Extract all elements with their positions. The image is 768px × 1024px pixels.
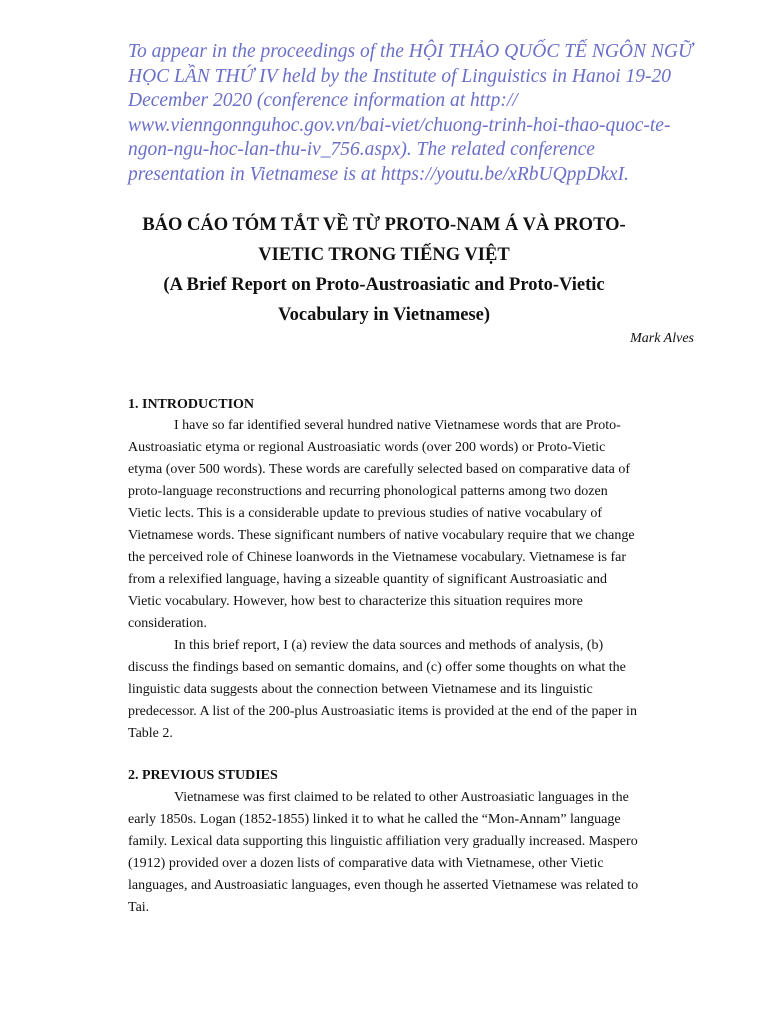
publication-note-line: December 2020 (conference information at http:// — [128, 90, 518, 111]
publication-note-line: www.vienngonnguhoc.gov.vn/bai-viet/chuong-trinh-hoi-thao-quoc-te- — [128, 114, 671, 136]
paragraph-line: the perceived role of Chinese loanwords in the Vietnamese vocabulary. Vietnamese is far — [128, 550, 626, 565]
paragraph-line: etyma (over 500 words). These words are carefully selected based on comparative data of — [128, 462, 630, 477]
paragraph-line: Vietnamese was first claimed to be related to other Austroasiatic languages in the — [174, 790, 629, 805]
paragraph-line: predecessor. A list of the 200-plus Austroasiatic items is provided at the end of the paper in — [128, 704, 637, 719]
paragraph-line: (1912) provided over a dozen lists of comparative data with Vietnamese, other Vietic — [128, 856, 604, 871]
paragraph-line: In this brief report, I (a) review the data sources and methods of analysis, (b) — [174, 638, 604, 653]
section-heading-previous-studies: 2. PREVIOUS STUDIES — [128, 768, 278, 783]
title-line: Vocabulary in Vietnamese) — [277, 305, 491, 325]
author-name: Mark Alves — [630, 331, 694, 346]
publication-note-line: HỌC LẦN THỨ IV held by the Institute of Linguistics in Hanoi 19-20 — [128, 65, 672, 87]
title-line: VIETIC TRONG TIẾNG VIỆT — [258, 245, 510, 265]
paragraph-line: family. Lexical data supporting this linguistic affiliation very gradually increased. Maspero — [128, 834, 638, 849]
publication-note-line: ngon-ngu-hoc-lan-thu-iv_756.aspx). The related conference — [128, 139, 595, 160]
introduction-body — [128, 415, 708, 745]
previous-studies-body — [128, 787, 708, 919]
paragraph-line: linguistic data suggests about the connection between Vietnamese and its linguistic — [128, 682, 593, 697]
paragraph-line: early 1850s. Logan (1852-1855) linked it to what he called the “Mon-Annam” language — [128, 812, 621, 827]
paragraph-line: consideration. — [128, 616, 207, 631]
publication-note-line: presentation in Vietnamese is at https://youtu.be/xRbUQppDkxI. — [128, 163, 629, 185]
paragraph-line: proto-language reconstructions and recurring phonological patterns among two dozen — [128, 484, 608, 499]
paragraph-line: Tai. — [128, 900, 150, 915]
paragraph-line: Vietic lects. This is a considerable update to previous studies of native vocabulary of — [128, 506, 602, 521]
paragraph-line: I have so far identified several hundred native Vietnamese words that are Proto- — [174, 418, 621, 433]
paragraph-line: Vietnamese words. These significant numbers of native vocabulary require that we change — [128, 528, 635, 543]
section-heading-introduction: 1. INTRODUCTION — [128, 397, 255, 412]
publication-note — [128, 40, 738, 187]
paragraph-line: Austroasiatic etyma or regional Austroasiatic words (over 200 words) or Proto-Vietic — [128, 440, 606, 455]
paragraph-line: languages, and Austroasiatic languages, even though he asserted Vietnamese was related to — [128, 878, 639, 893]
paper-title — [100, 210, 668, 330]
publication-note-line: To appear in the proceedings of the HỘI THẢO QUỐC TẾ NGÔN NGỮ — [128, 41, 693, 62]
paragraph-line: Vietic vocabulary. However, how best to characterize this situation requires more — [128, 594, 583, 609]
title-line: (A Brief Report on Proto-Austroasiatic and Proto-Vietic — [163, 275, 605, 295]
paragraph-line: from a relexified language, having a sizeable quantity of significant Austroasiatic and — [128, 572, 607, 587]
paragraph-line: discuss the findings based on semantic domains, and (c) offer some thoughts on what the — [128, 660, 626, 675]
title-line: BÁO CÁO TÓM TẮT VỀ TỪ PROTO-NAM Á VÀ PROTO- — [142, 215, 626, 235]
paragraph-line: Table 2. — [128, 726, 173, 741]
